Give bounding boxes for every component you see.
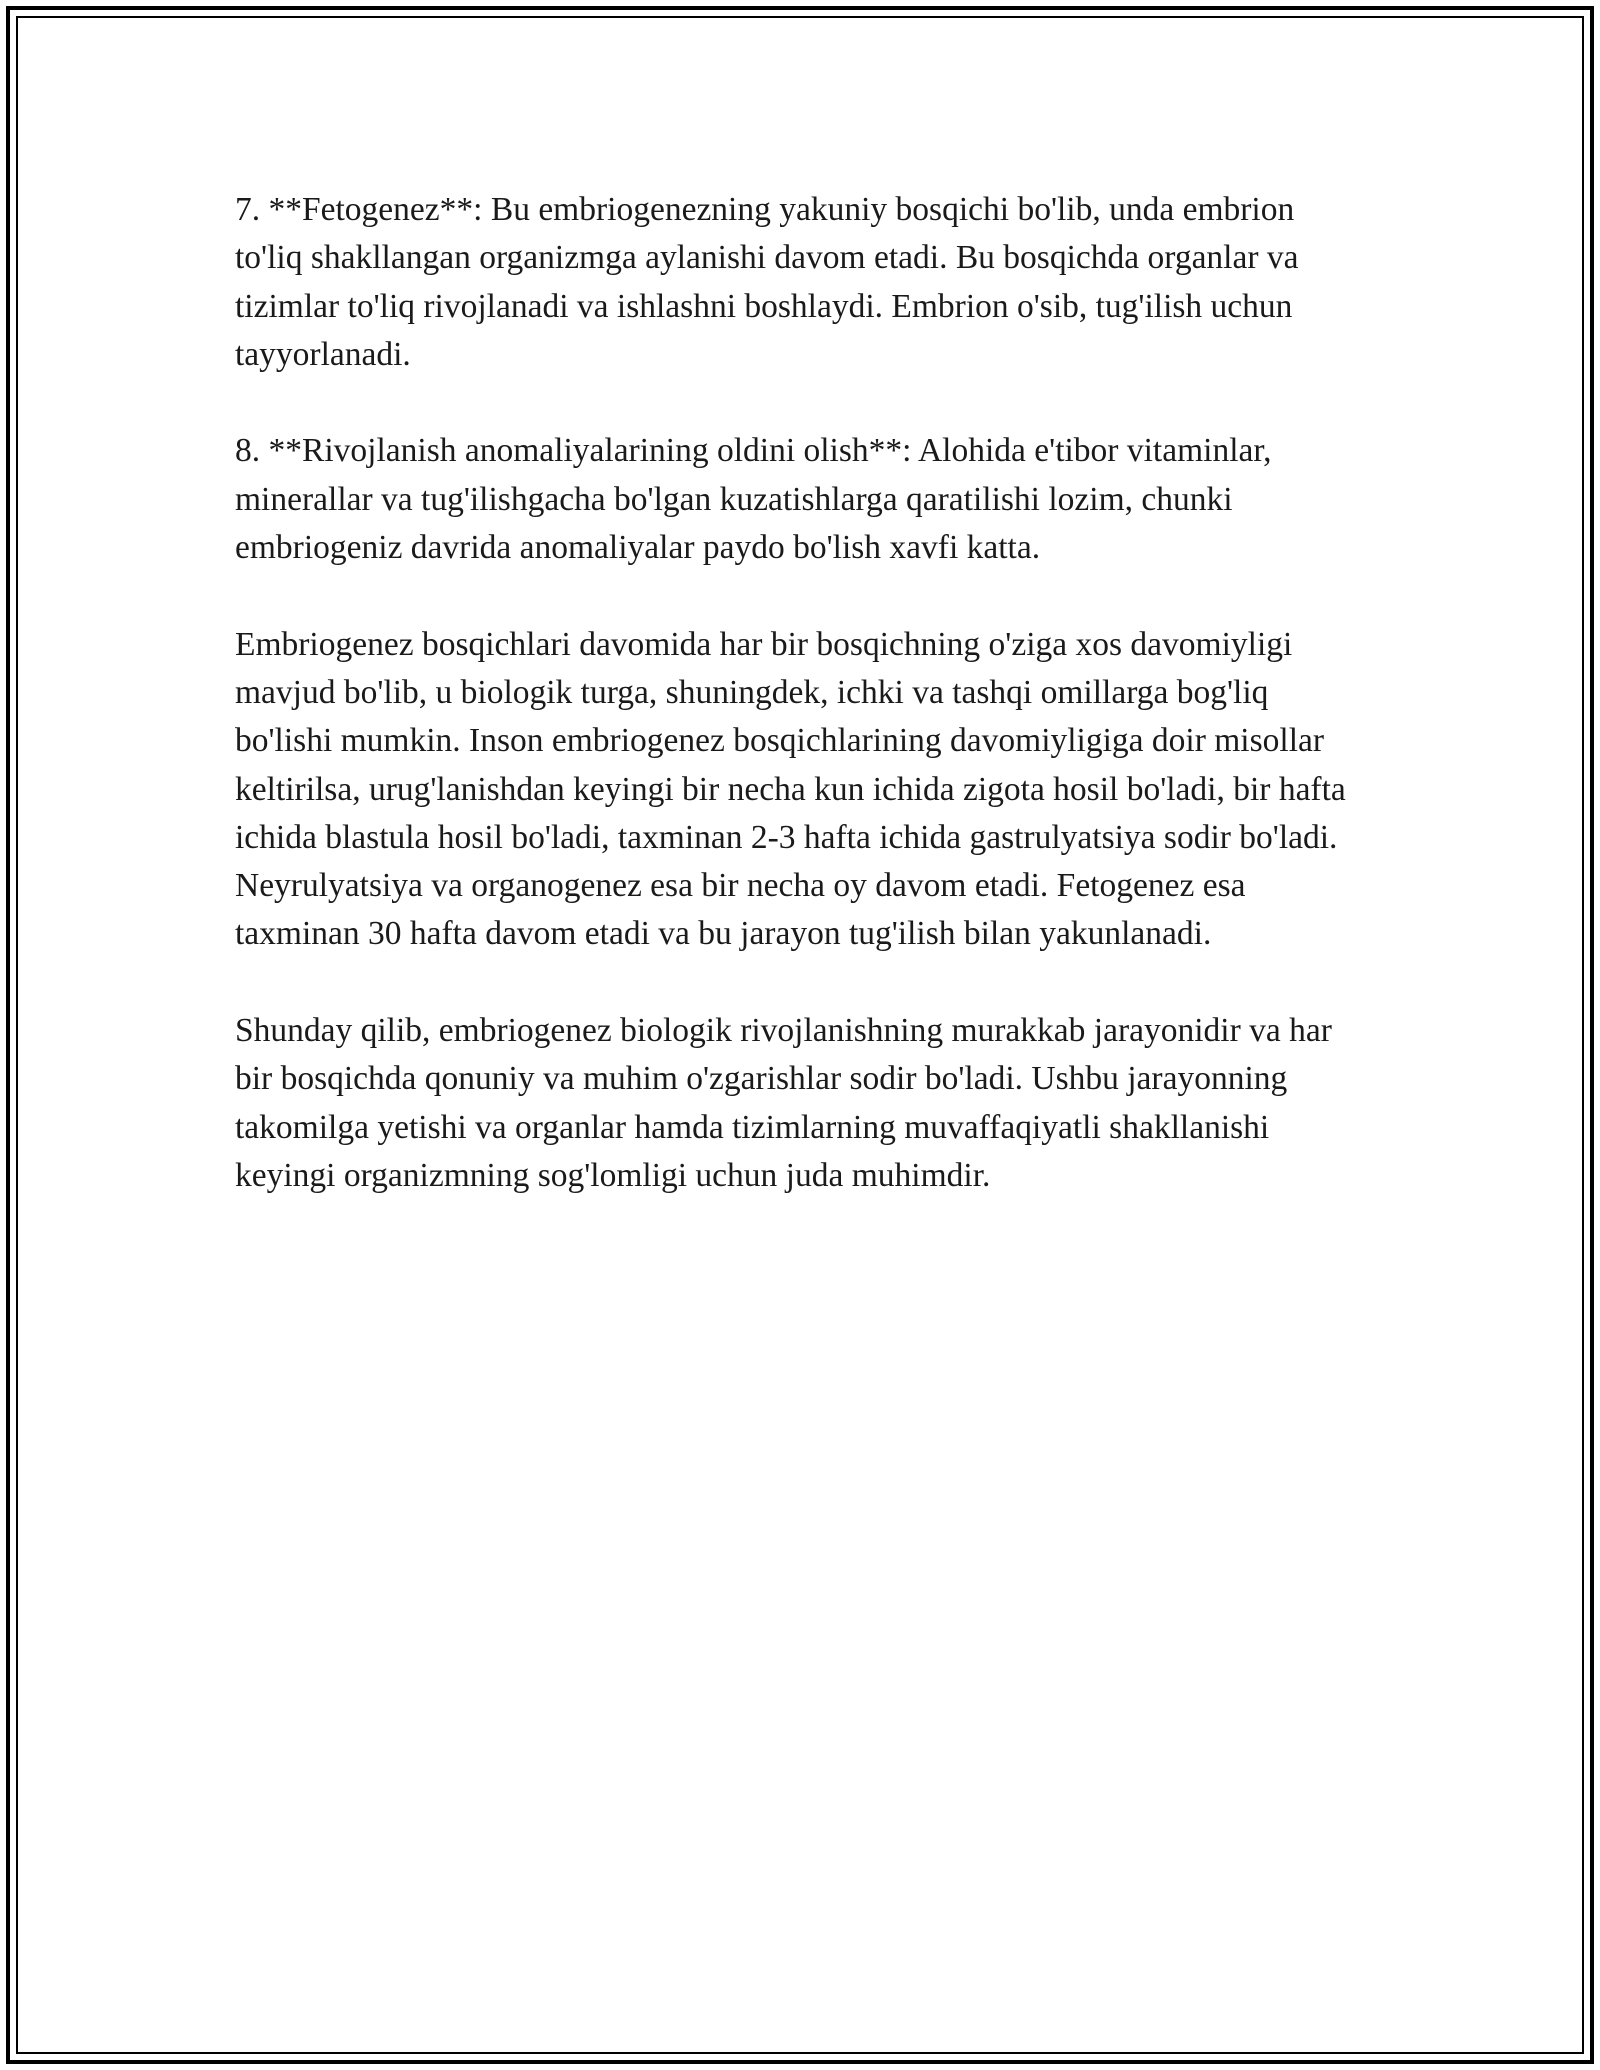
paragraph-anomaly-prevention: 8. **Rivojlanish anomaliyalarining oldini olish**: Alohida e'tibor vitaminlar, minerallar va tug'ilishgacha bo'lgan kuzatishlarga qaratilishi lozim, chunki embriogeniz davrida anomaliyalar paydo bo'lish xavfi katta. (235, 432, 1272, 567)
paragraph-stage-durations: Embriogenez bosqichlari davomida har bir bosqichning o'ziga xos davomiyligi mavjud bo'lib, u biologik turga, shuningdek, ichki va tashqi omillarga bog'liq bo'lishi mumkin. Inson embriogenez bosqichlarining davomiyligiga doir misollar keltirilsa, urug'lanishdan keyingi bir necha kun ichida zigota hosil bo'ladi, bir hafta ichida blastula hosil bo'ladi, taxminan 2-3 hafta ichida gastrulyatsiya sodir bo'ladi. Neyrulyatsiya va organogenez esa bir necha oy davom etadi. Fetogenez esa taxminan 30 hafta davom etadi va bu jarayon tug'ilish bilan yakunlanadi. (235, 625, 1346, 953)
paragraph-fetogenez: 7. **Fetogenez**: Bu embriogenezning yakuniy bosqichi bo'lib, unda embrion to'liq shakllangan organizmga aylanishi davom etadi. Bu bosqichda organlar va tizimlar to'liq rivojlanadi va ishlashni boshlaydi. Embrion o'sib, tug'ilish uchun tayyorlanadi. (235, 191, 1299, 373)
paragraph-conclusion: Shunday qilib, embriogenez biologik rivojlanishning murakkab jarayonidir va har bir bosqichda qonuniy va muhim o'zgarishlar sodir bo'ladi. Ushbu jarayonning takomilga yetishi va organlar hamda tizimlarning muvaffaqiyatli shakllanishi keyingi organizmning sog'lomligi uchun juda muhimdir. (235, 1012, 1332, 1194)
document-body (235, 186, 1365, 1200)
